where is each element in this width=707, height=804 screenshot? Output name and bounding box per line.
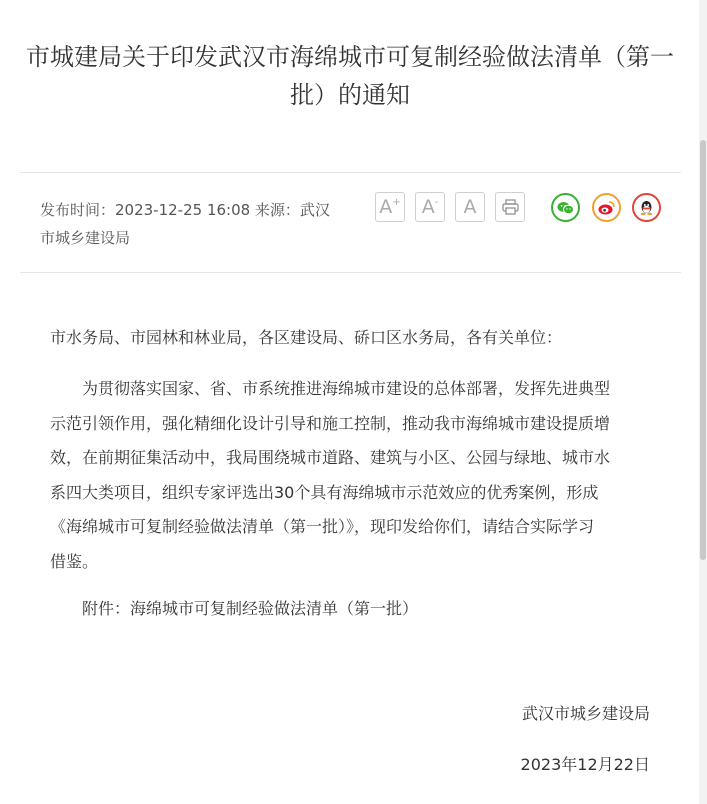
qq-icon [639, 200, 654, 216]
divider-top [20, 172, 681, 173]
body-line: 《海绵城市可复制经验做法清单（第一批）》，现印发给你们，请结合实际学习 [50, 517, 595, 536]
body-paragraph [50, 372, 660, 579]
publish-meta-line1: 发布时间：2023-12-25 16:08 来源：武汉 [40, 201, 330, 219]
share-weibo-button[interactable] [592, 193, 621, 222]
publish-meta [40, 196, 350, 252]
scrollbar[interactable] [699, 0, 707, 804]
weibo-icon [598, 201, 615, 215]
font-increase-button[interactable]: A + [375, 192, 405, 222]
signature-org: 武汉市城乡建设局 [521, 704, 650, 723]
scrollbar-thumb[interactable] [700, 140, 706, 560]
attachment-note: 附件：海绵城市可复制经验做法清单（第一批） [82, 599, 419, 618]
wechat-icon [557, 201, 574, 215]
font-default-button[interactable]: A [455, 192, 485, 222]
share-qq-button[interactable] [632, 193, 661, 222]
print-button[interactable] [495, 192, 525, 222]
body-line: 示范引领作用，强化精细化设计引导和施工控制，推动我市海绵城市建设提质增 [50, 413, 611, 433]
article-title-line1: 市城建局关于印发武汉市海绵城市可复制经验做法清单（第一 [26, 43, 674, 71]
article-title [20, 38, 680, 114]
body-line: 借鉴。 [50, 551, 99, 571]
salutation: 市水务局、市园林和林业局，各区建设局、硚口区水务局，各有关单位： [50, 328, 563, 347]
publish-meta-line2: 市城乡建设局 [40, 229, 131, 247]
article-title-line2: 批）的通知 [290, 81, 410, 109]
divider-bottom [20, 272, 681, 273]
body-line: 系四大类项目，组织专家评选出30个具有海绵城市示范效应的优秀案例，形成 [50, 482, 599, 502]
font-decrease-button[interactable]: A - [415, 192, 445, 222]
print-icon [502, 199, 519, 215]
share-wechat-button[interactable] [551, 193, 580, 222]
body-line: 效，在前期征集活动中，我局围绕城市道路、建筑与小区、公园与绿地、城市水 [50, 448, 611, 467]
body-line: 为贯彻落实国家、省、市系统推进海绵城市建设的总体部署，发挥先进典型 [82, 379, 611, 398]
signature-date: 2023年12月22日 [520, 755, 650, 774]
